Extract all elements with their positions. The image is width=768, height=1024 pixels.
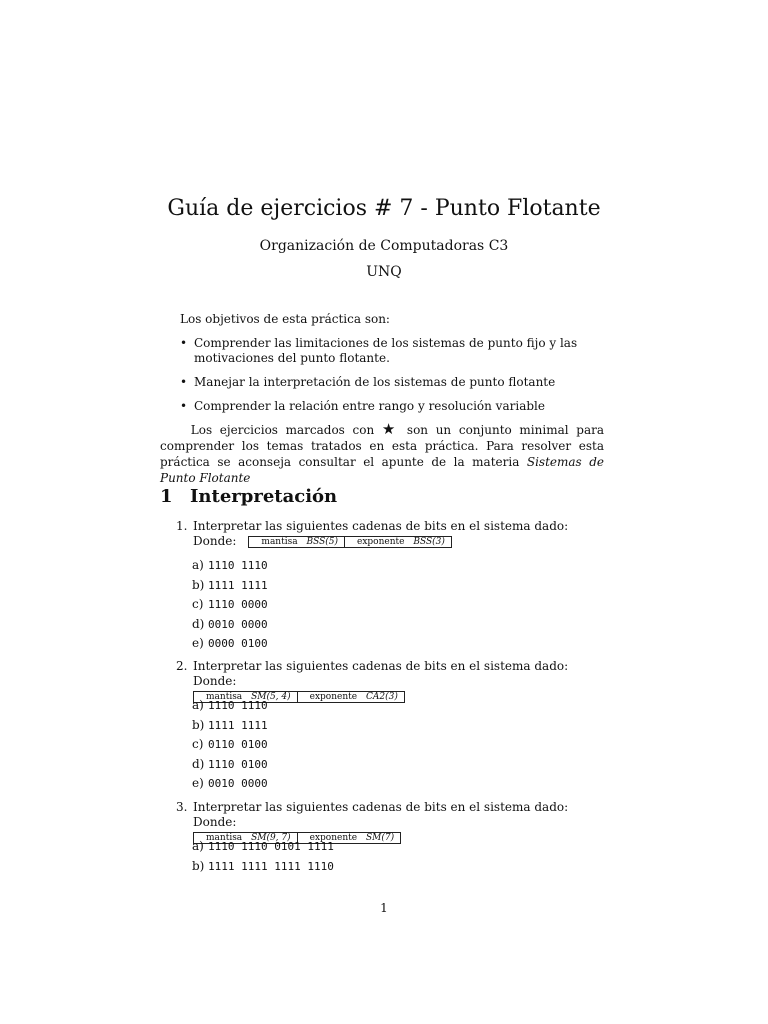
exercise-1: [176, 519, 604, 549]
document-title: Guía de ejercicios # 7 - Punto Flotante: [167, 196, 601, 221]
bit-string-item: c) 0110 0100: [192, 737, 268, 751]
document-subtitle: Organización de Computadoras C3: [259, 238, 509, 254]
exercise-number: 1.: [176, 519, 188, 533]
bit-string-item: d) 1110 0100: [192, 756, 268, 771]
mantissa-field: mantisa BSS(5): [261, 536, 339, 547]
exponent-field: exponente CA2(3): [297, 692, 404, 702]
instructions-paragraph: [160, 421, 604, 486]
bit-string-item: b) 1111 1111: [192, 717, 268, 732]
exercise-text: Interpretar las siguientes cadenas de bits en el sistema dado:: [193, 519, 569, 533]
section-heading: [160, 486, 604, 507]
objectives-list: [180, 336, 610, 423]
objectives-intro: Los objetivos de esta práctica son:: [180, 312, 390, 326]
bit-string-item: a) 1110 1110: [192, 558, 268, 572]
exercise-1-items: [192, 556, 268, 654]
exercise-2-items: [192, 696, 268, 794]
reference-title: Sistemas de Punto Flotante: [160, 455, 604, 485]
star-icon: ★: [381, 420, 400, 438]
objective-item: • Comprender la relación entre rango y resolución variable: [180, 399, 610, 414]
section-title: Interpretación: [190, 486, 338, 507]
institution: UNQ: [366, 264, 402, 280]
exercise-text: Interpretar las siguientes cadenas de bits en el sistema dado: Donde:: [193, 659, 569, 688]
para-text-1: Los ejercicios marcados con: [190, 423, 375, 437]
objective-item: • Manejar la interpretación de los sistemas de punto flotante: [180, 375, 610, 390]
exercise-text: Interpretar las siguientes cadenas de bits en el sistema dado: Donde:: [193, 800, 569, 829]
bit-string-item: a) 1110 1110 0101 1111: [192, 839, 334, 853]
exercise-number: 2.: [176, 659, 188, 673]
objective-item: • Comprender las limitaciones de los sistemas de punto fijo y las motivaciones del punto flotante.: [180, 336, 610, 366]
section-number: 1: [160, 486, 173, 507]
bit-string-item: b) 1111 1111 1111 1110: [192, 858, 334, 873]
bit-string-item: a) 1110 1110: [192, 698, 268, 712]
exponent-field: exponente SM(7): [297, 833, 400, 843]
bit-string-item: c) 1110 0000: [192, 597, 268, 611]
exponent-field: exponente BSS(3): [344, 537, 451, 547]
page-number: 1: [380, 901, 388, 915]
format-box: [248, 536, 451, 548]
bit-string-item: b) 1111 1111: [192, 577, 268, 592]
bit-string-item: e) 0000 0100: [192, 636, 268, 650]
para-text-2: son un conjunto minimal para comprender los temas tratados en esta práctica. Para resolver esta práctica se aconseja consultar el apunte de la materia: [160, 423, 604, 469]
exercise-3-items: [192, 837, 334, 876]
donde-label: Donde:: [193, 534, 237, 548]
bit-string-item: e) 0010 0000: [192, 776, 268, 790]
exercise-number: 3.: [176, 800, 188, 814]
bit-string-item: d) 0010 0000: [192, 616, 268, 631]
mantissa-field: mantisa SM(5, 4): [206, 691, 291, 702]
mantissa-field: mantisa SM(9, 7): [206, 832, 291, 843]
